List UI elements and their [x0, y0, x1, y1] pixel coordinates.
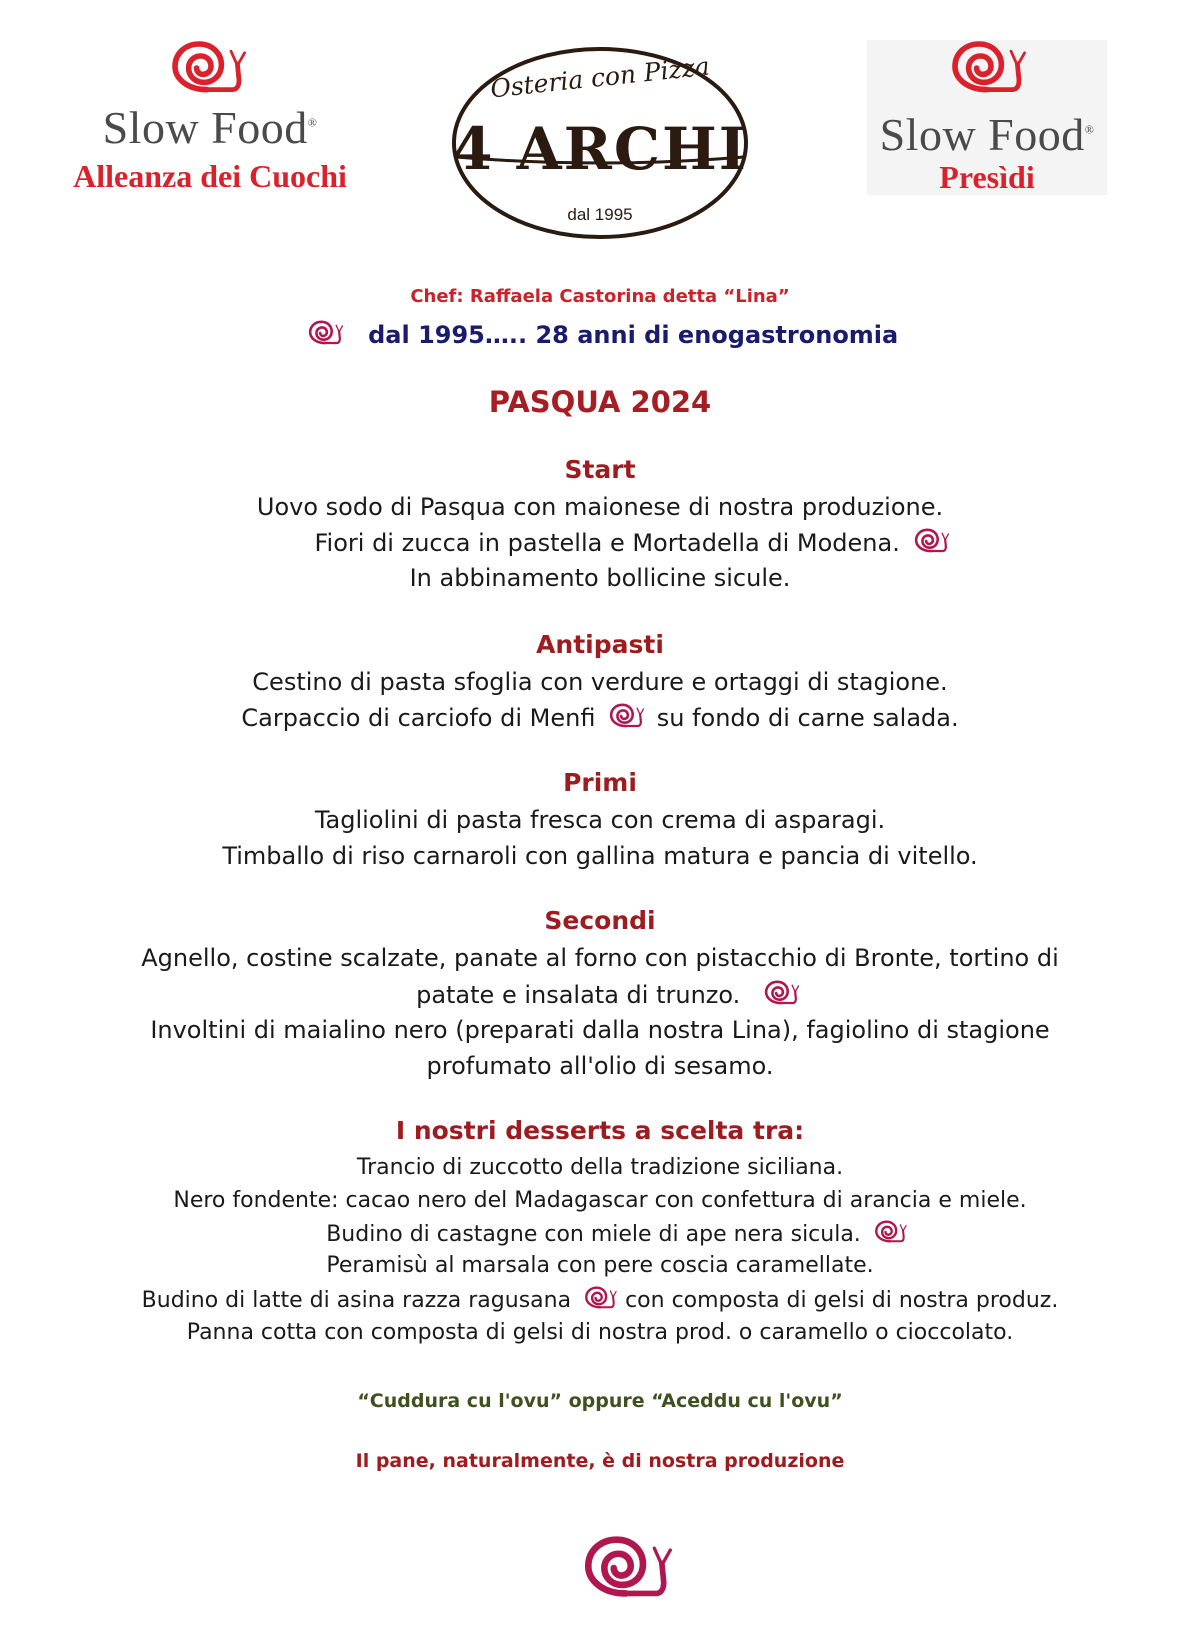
- snail-icon: [872, 1220, 908, 1250]
- osteria-tagline: Osteria con Pizza: [489, 51, 711, 104]
- menu-item: Tagliolini di pasta fresca con crema di asparagi.: [314, 806, 886, 834]
- presidi-subtitle: Presìdi: [939, 159, 1035, 195]
- dessert-item-text: con composta di gelsi di nostra produz.: [625, 1288, 1059, 1313]
- dessert-item: Trancio di zuccotto della tradizione siciliana.: [356, 1155, 844, 1180]
- section-heading-secondi: Secondi: [544, 906, 656, 935]
- menu-item-text: Fiori di zucca in pastella e Mortadella di Modena.: [314, 529, 900, 557]
- menu-item: profumato all'olio di sesamo.: [426, 1052, 774, 1080]
- slow-food-presidi-logo: [857, 109, 1117, 195]
- menu-item: Cestino di pasta sfoglia con verdure e ortaggi di stagione.: [252, 668, 948, 696]
- menu-item-text: su fondo di carne salada.: [656, 704, 959, 732]
- slow-food-wordmark-right: Slow Food®: [879, 109, 1095, 160]
- cuddura-note: “Cuddura cu l'ovu” oppure “Aceddu cu l'ovu”: [357, 1390, 843, 1412]
- dessert-item-text: Budino di latte di asina razza ragusana: [141, 1288, 572, 1313]
- chef-line: Chef: Raffaela Castorina detta “Lina”: [410, 286, 790, 307]
- section-heading-start: Start: [564, 455, 636, 484]
- dessert-item: Nero fondente: cacao nero del Madagascar con confettura di arancia e miele.: [173, 1188, 1027, 1213]
- snail-icon: [576, 1535, 676, 1601]
- dessert-item-text: Budino di castagne con miele di ape nera sicula.: [326, 1222, 861, 1247]
- snail-icon: [582, 1286, 618, 1316]
- menu-item: [0, 980, 1200, 1012]
- slow-food-wordmark: Slow Food®: [102, 102, 318, 153]
- slow-food-snail-logo-left: [165, 40, 249, 96]
- dessert-item: [0, 1220, 1200, 1250]
- section-heading-antipasti: Antipasti: [536, 630, 664, 659]
- menu-item: Agnello, costine scalzate, panate al forno con pistacchio di Bronte, tortino di: [141, 944, 1059, 972]
- menu-item: In abbinamento bollicine sicule.: [409, 564, 791, 592]
- bread-note: Il pane, naturalmente, è di nostra produzione: [355, 1450, 845, 1472]
- snail-icon: [306, 320, 344, 352]
- menu-item: Uovo sodo di Pasqua con maionese di nostra produzione.: [256, 493, 944, 521]
- osteria-since: dal 1995: [567, 205, 633, 224]
- section-heading-primi: Primi: [563, 768, 637, 797]
- snail-icon: [762, 980, 800, 1012]
- menu-item-text: Carpaccio di carciofo di Menfi: [241, 704, 596, 732]
- dessert-item: [0, 1286, 1200, 1316]
- menu-item: Involtini di maialino nero (preparati dalla nostra Lina), fagiolino di stagione: [150, 1016, 1050, 1044]
- dessert-item: Panna cotta con composta di gelsi di nostra prod. o caramello o cioccolato.: [186, 1320, 1014, 1345]
- section-heading-desserts: I nostri desserts a scelta tra:: [395, 1116, 805, 1145]
- menu-item: [0, 703, 1200, 735]
- since-text: dal 1995….. 28 anni di enogastronomia: [368, 321, 899, 349]
- dessert-item: Peramisù al marsala con pere coscia caramellate.: [326, 1253, 874, 1278]
- alleanza-subtitle: Alleanza dei Cuochi: [73, 158, 347, 194]
- snail-icon: [912, 528, 950, 560]
- slow-food-alleanza-logo: [40, 102, 380, 194]
- osteria-4-archi-logo: [450, 45, 750, 241]
- slow-food-snail-logo-right: [945, 40, 1029, 96]
- menu-item: [0, 528, 1200, 560]
- since-line: [0, 320, 1200, 352]
- menu-item: Timballo di riso carnaroli con gallina matura e pancia di vitello.: [222, 842, 978, 870]
- menu-title: PASQUA 2024: [488, 385, 712, 419]
- menu-item-text: patate e insalata di trunzo.: [416, 981, 741, 1009]
- osteria-name: 4 ARCHI: [452, 115, 748, 183]
- snail-icon: [607, 703, 645, 735]
